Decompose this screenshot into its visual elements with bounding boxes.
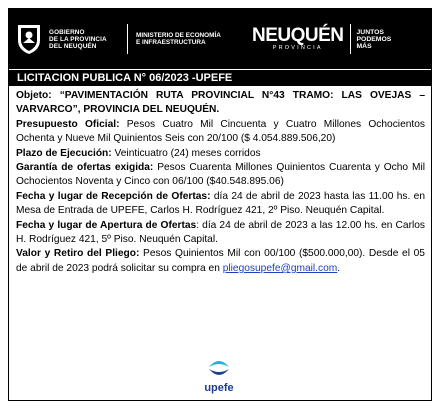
plazo-label: Plazo de Ejecución: <box>16 147 112 159</box>
gov-line: DEL NEUQUÉN <box>49 42 97 50</box>
upefe-logo-text: upefe <box>204 382 234 394</box>
garantia-paragraph <box>16 161 425 190</box>
tender-title: LICITACION PUBLICA N° 06/2023 -UPEFE <box>9 69 431 86</box>
government-label <box>49 29 119 50</box>
recepcion-text: día 24 de abril de 2023 hasta las 11.00 hs. en Mesa de Entrada de UPEFE, Carlos H. Rodríguez 421, 2º Piso. Neuquén Capital. <box>16 190 426 217</box>
ministry-line: MINISTERIO DE ECONOMÍA <box>136 32 221 39</box>
upefe-emblem-icon <box>205 357 233 377</box>
apertura-label: Fecha y lugar de Apertura de Ofertas <box>16 219 197 231</box>
neuquen-logo <box>252 24 344 52</box>
brand-subtitle: PROVINCIA <box>272 44 323 51</box>
divider <box>350 24 351 54</box>
valor-label: Valor y Retiro del Pliego: <box>16 248 140 260</box>
upefe-logo <box>194 357 244 394</box>
slogan <box>357 29 392 50</box>
gov-line: DE LA PROVINCIA <box>49 35 107 43</box>
email-link[interactable]: pliegosupefe@gmail.com <box>222 262 338 274</box>
slogan-line: MÁS <box>356 42 372 50</box>
presupuesto-label: Presupuesto Oficial: <box>16 118 120 130</box>
apertura-paragraph <box>16 219 425 248</box>
valor-text: Pesos Quinientos Mil con 00/100 ($500.000,00). Desde el 05 de abril de 2023 podrá solicitar su compra en <box>16 248 425 274</box>
slogan-line: JUNTOS <box>356 28 384 36</box>
shield-icon <box>15 22 43 56</box>
recepcion-label: Fecha y lugar de Recepción de Ofertas: <box>16 190 211 202</box>
ministry-label <box>136 32 246 46</box>
recepcion-paragraph <box>16 190 425 219</box>
objeto-label: Objeto: <box>16 90 52 101</box>
notice-body <box>9 86 431 276</box>
divider <box>127 24 128 54</box>
header-banner <box>9 9 431 69</box>
plazo-paragraph <box>16 147 425 161</box>
objeto-text: “PAVIMENTACIÓN RUTA PROVINCIAL N°43 TRAMO: LAS OVEJAS – VARVARCO”, PROVINCIA DEL NEUQUÉN. <box>16 90 425 116</box>
garantia-text: Pesos Cuarenta Millones Quinientos Cuarenta y Ocho Mil Ochocientos Noventa y Cinco con 06/100 ($40.548.895.06) <box>16 162 425 188</box>
notice-frame <box>8 8 432 401</box>
gov-line: GOBIERNO <box>49 28 85 36</box>
objeto-paragraph <box>16 89 425 118</box>
presupuesto-paragraph <box>16 118 425 147</box>
ministry-line: E INFRAESTRUCTURA <box>136 39 206 46</box>
valor-paragraph <box>16 247 425 276</box>
period: . <box>337 262 341 274</box>
apertura-text: : día 24 de abril de 2023 a las 12.00 hs. en Carlos H. Rodríguez 421, 5º Piso. Neuquén Capital. <box>16 219 425 246</box>
slogan-line: PODEMOS <box>356 35 392 43</box>
garantia-label: Garantía de ofertas exigida: <box>16 162 154 174</box>
brand-name: NEUQUÉN <box>252 24 344 46</box>
presupuesto-text: Pesos Cuatro Mil Cincuenta y Cuatro Millones Ochocientos Ochenta y Nueve Mil Quinientos Seis con 20/100 ($ 4.054.889.506,20) <box>16 118 425 145</box>
plazo-text: Veinticuatro (24) meses corridos <box>114 147 261 159</box>
